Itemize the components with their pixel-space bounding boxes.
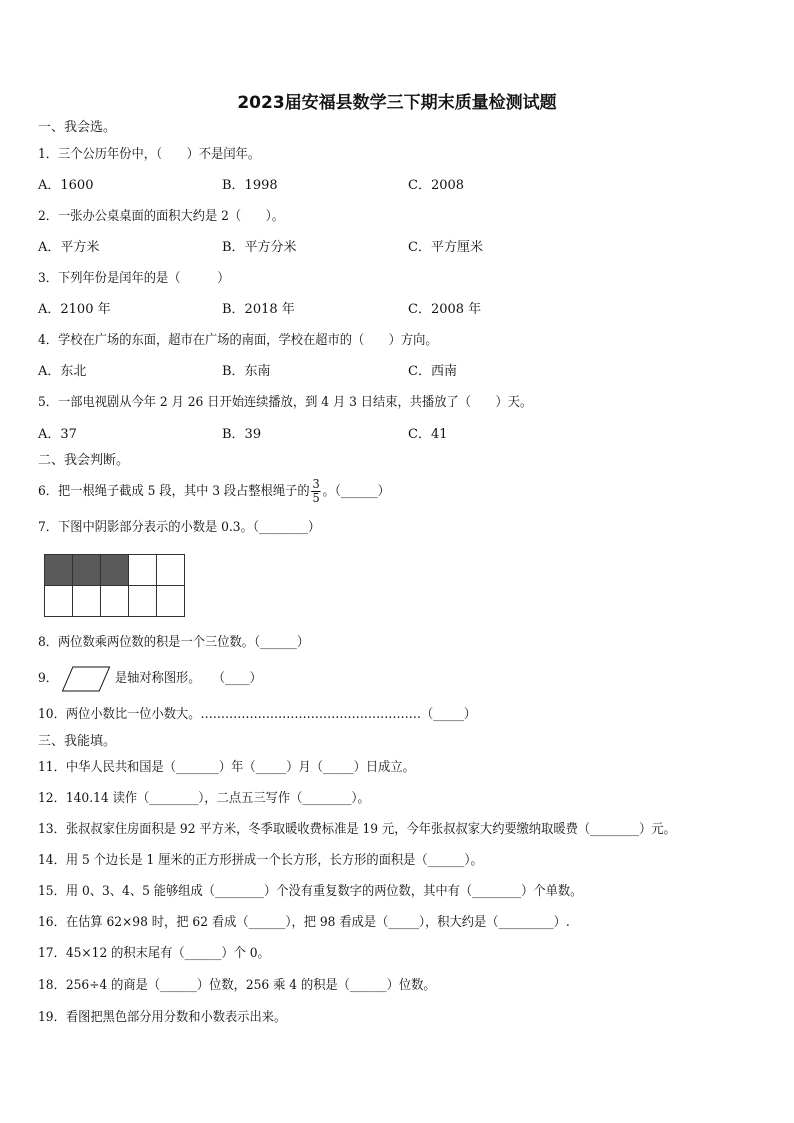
q5-option-a: A．37 — [38, 427, 77, 442]
section-heading-choice: 一、我会选。 — [38, 120, 117, 135]
question-1: 1．三个公历年份中，（ ）不是闰年。 — [38, 147, 261, 162]
q1-option-a: A．1600 — [38, 178, 94, 193]
fraction-three-fifths — [312, 478, 321, 505]
q4-option-a: A．东北 — [38, 364, 87, 379]
q5-option-c: C．41 — [408, 427, 448, 442]
grid-cell — [45, 586, 73, 617]
q6-text-before: 6．把一根绳子截成 5 段，其中 3 段占整根绳子的 — [38, 484, 310, 499]
q2-option-b: B．平方分米 — [222, 240, 297, 255]
parallelogram-icon — [62, 666, 111, 692]
grid-cell-shaded — [45, 555, 73, 586]
grid-cell — [129, 586, 157, 617]
question-7: 7．下图中阴影部分表示的小数是 0.3。（________） — [38, 520, 321, 535]
grid-cell — [73, 586, 101, 617]
q3-option-b: B．2018 年 — [222, 302, 295, 317]
question-10: 10．两位小数比一位小数大。………………………………………………（_____） — [38, 707, 477, 722]
section-heading-fill: 三、我能填。 — [38, 734, 117, 749]
q4-option-c: C．西南 — [408, 364, 457, 379]
question-18: 18．256÷4 的商是（______）位数，256 乘 4 的积是（______）位数。 — [38, 978, 436, 993]
grid-cell — [129, 555, 157, 586]
q1-option-b: B．1998 — [222, 178, 278, 193]
decimal-grid — [44, 554, 185, 617]
q2-option-a: A．平方米 — [38, 240, 100, 255]
question-11: 11．中华人民共和国是（_______）年（_____）月（_____）日成立。 — [38, 760, 415, 775]
question-16: 16．在估算 62×98 时，把 62 看成（______），把 98 看成是（_____），积大约是（_________）. — [38, 915, 570, 930]
question-19: 19．看图把黑色部分用分数和小数表示出来。 — [38, 1010, 287, 1025]
q5-option-b: B．39 — [222, 427, 262, 442]
q6-text-after: 。（______） — [322, 484, 390, 499]
q3-option-a: A．2100 年 — [38, 302, 111, 317]
grid-cell — [157, 586, 185, 617]
q4-option-b: B．东南 — [222, 364, 271, 379]
question-3: 3．下列年份是闰年的是（ ） — [38, 271, 230, 286]
question-5: 5．一部电视剧从今年 2 月 26 日开始连续播放，到 4 月 3 日结束，共播放了（ ）天。 — [38, 395, 533, 410]
question-2: 2．一张办公桌桌面的面积大约是 2（ ）。 — [38, 209, 285, 224]
grid-cell — [101, 586, 129, 617]
page-title: 2023届安福县数学三下期末质量检测试题 — [237, 93, 557, 113]
question-14: 14．用 5 个边长是 1 厘米的正方形拼成一个长方形，长方形的面积是（______）。 — [38, 853, 483, 868]
grid-cell — [157, 555, 185, 586]
question-8: 8．两位数乘两位数的积是一个三位数。（______） — [38, 635, 310, 650]
q2-option-c: C．平方厘米 — [408, 240, 483, 255]
q1-option-c: C．2008 — [408, 178, 465, 193]
grid-row-bottom — [45, 586, 185, 617]
grid-cell-shaded — [101, 555, 129, 586]
question-6 — [38, 477, 786, 507]
grid-cell-shaded — [73, 555, 101, 586]
grid-row-top — [45, 555, 185, 586]
q3-option-c: C．2008 年 — [408, 302, 482, 317]
question-17: 17．45×12 的积末尾有（______）个 0。 — [38, 946, 270, 961]
question-9 — [38, 665, 786, 693]
question-15: 15．用 0、3、4、5 能够组成（________）个没有重复数字的两位数，其中有（________）个单数。 — [38, 884, 583, 899]
question-13: 13．张叔叔家住房面积是 92 平方米，冬季取暖收费标准是 19 元，今年张叔叔家大约要缴纳取暖费（________）元。 — [38, 822, 676, 837]
q9-number: 9． — [38, 671, 59, 686]
question-12: 12．140.14 读作（________），二点五三写作（________）。 — [38, 791, 370, 806]
fraction-numerator: 3 — [312, 477, 320, 491]
fraction-denominator: 5 — [312, 491, 320, 505]
q9-text: 是轴对称图形。 （____） — [114, 671, 262, 686]
section-heading-judge: 二、我会判断。 — [38, 453, 130, 468]
question-4: 4．学校在广场的东面，超市在广场的南面，学校在超市的（ ）方向。 — [38, 333, 438, 348]
